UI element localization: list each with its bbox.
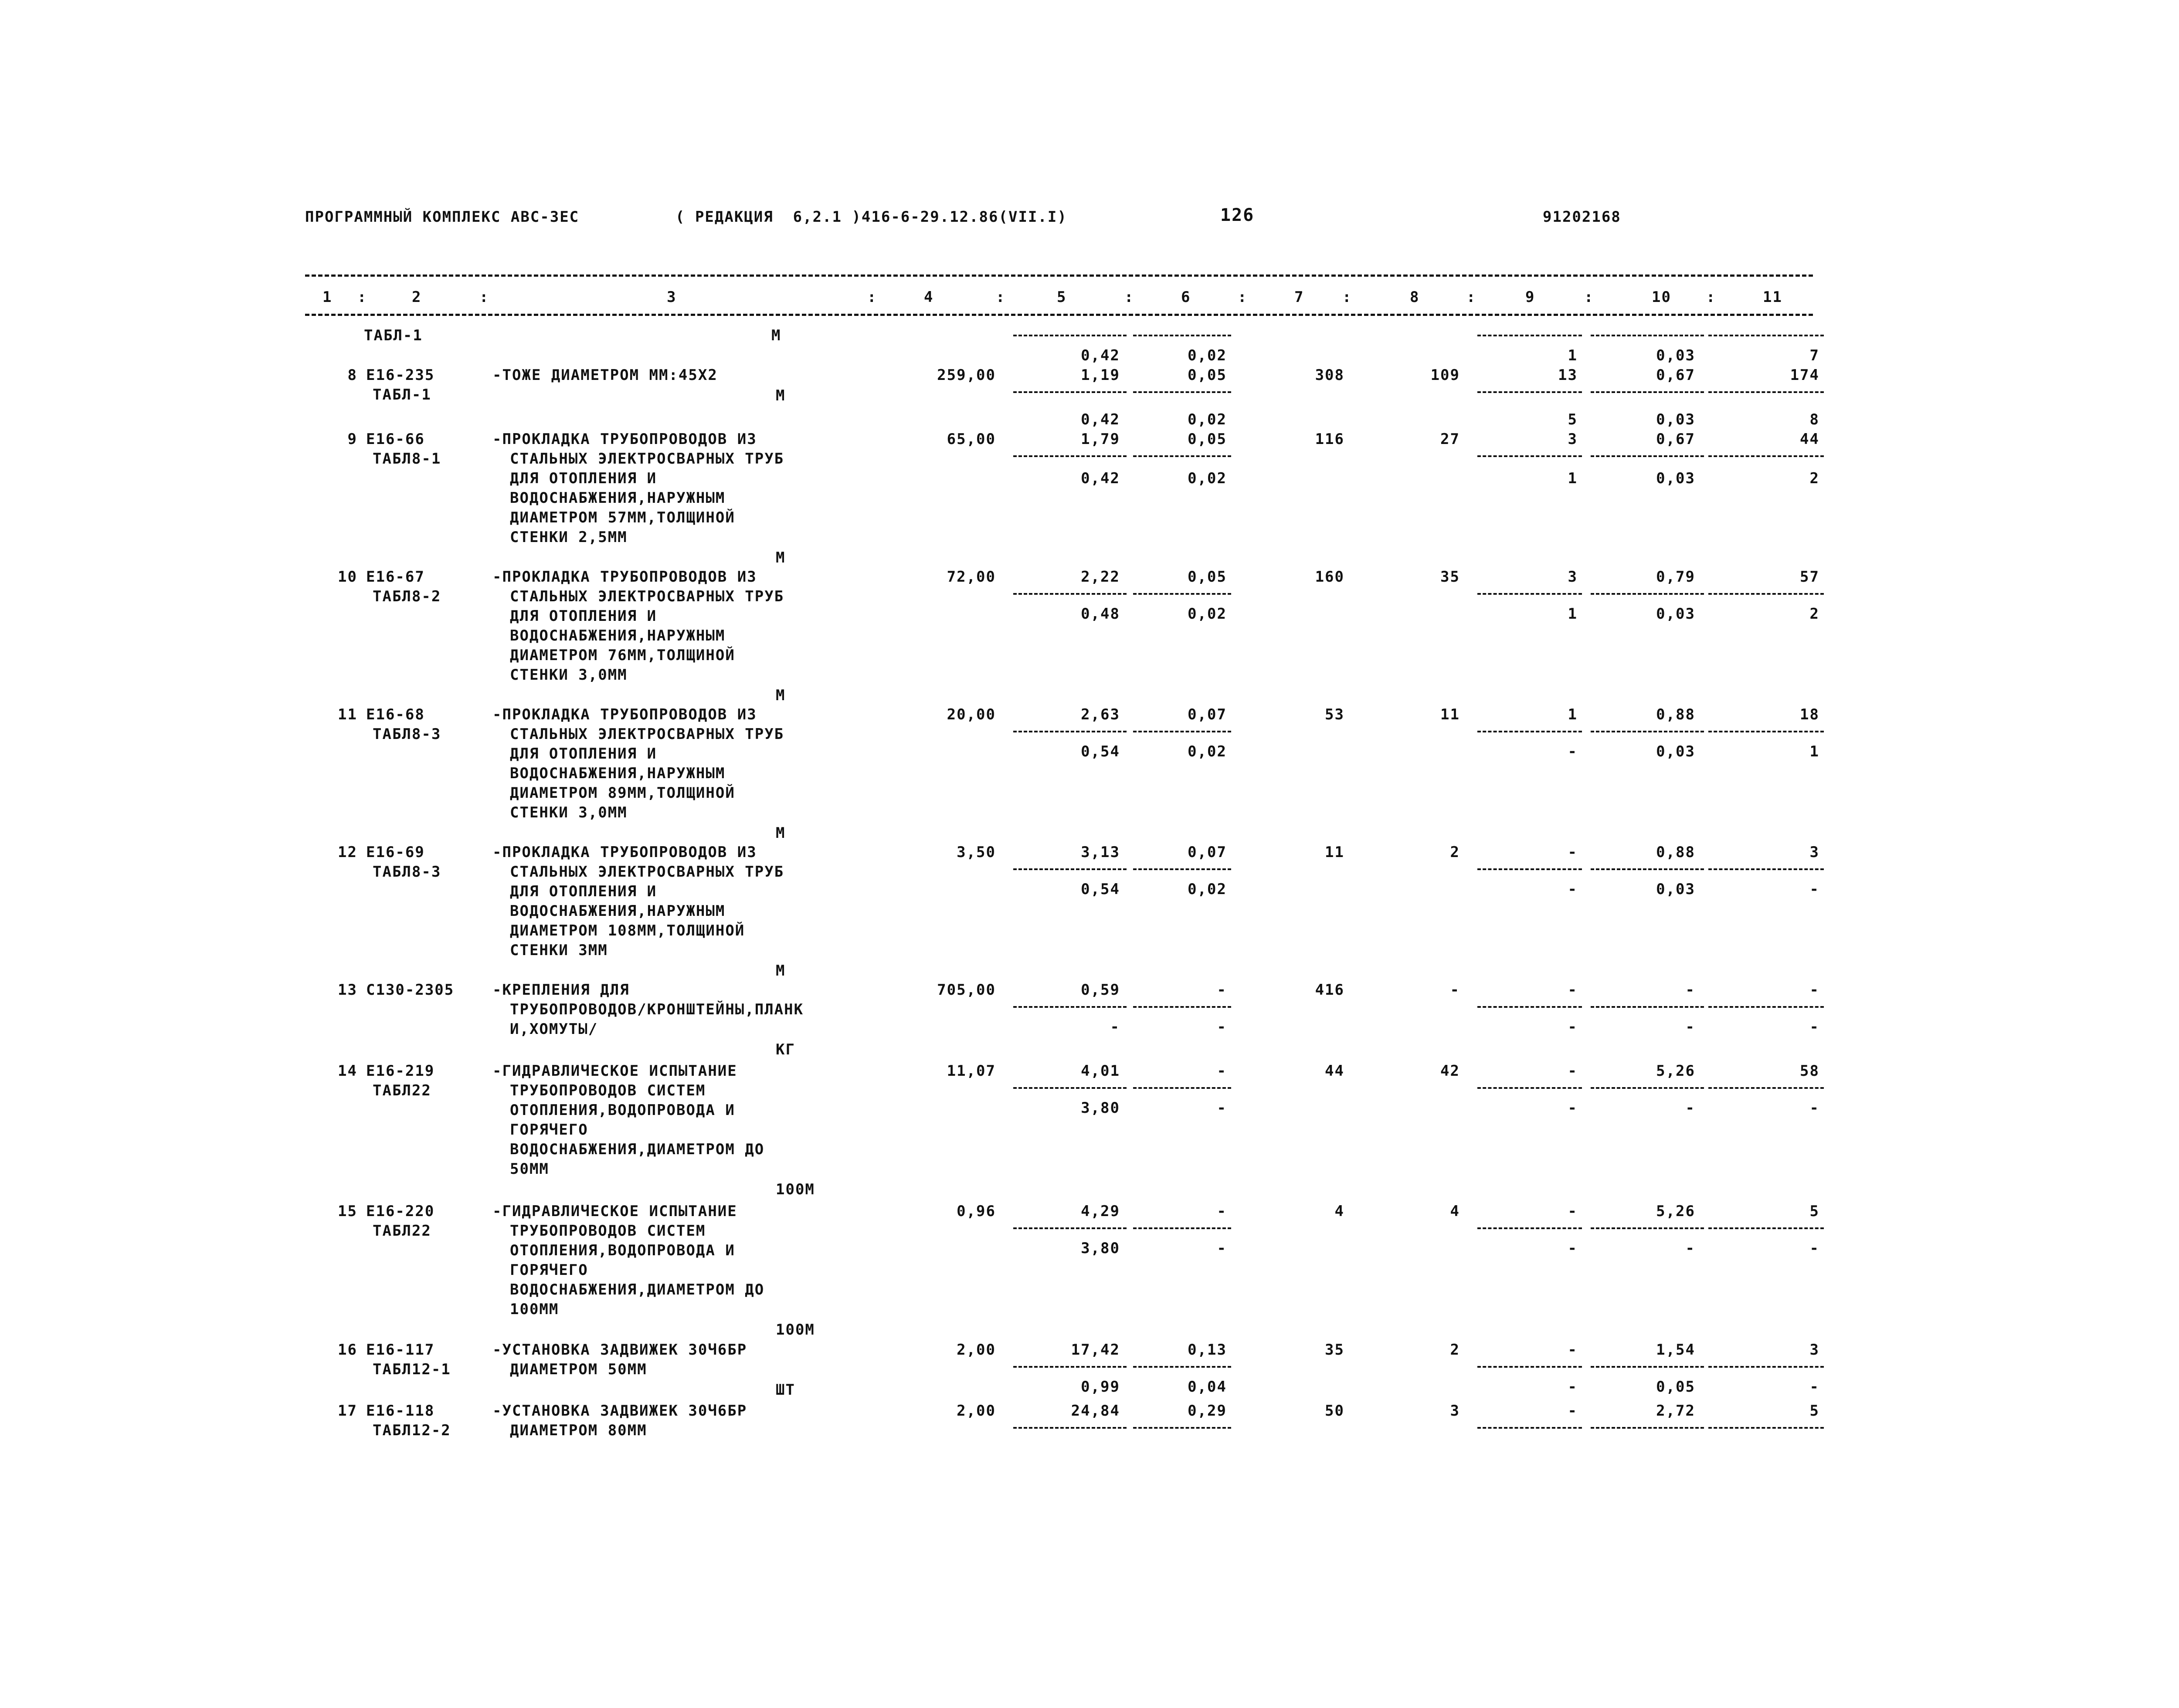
value-rule [1013,1427,1127,1429]
c11-lower-value: 2 [1809,470,1819,487]
quantity: 72,00 [947,568,996,586]
rate-table: ТАБЛ22 [373,1222,431,1240]
c11-value: 174 [1790,366,1819,384]
c6-value: 0,29 [1188,1402,1227,1420]
value-rule [1013,455,1127,457]
work-description-line: СТАЛЬНЫХ ЭЛЕКТРОСВАРНЫХ ТРУБ [510,588,784,605]
value-rule [1133,391,1231,393]
value-rule [1013,391,1127,393]
c10-upper-value: 0,03 [1656,347,1695,364]
work-description-line: -ПРОКЛАДКА ТРУБОПРОВОДОВ ИЗ [492,568,757,586]
work-description-line: И,ХОМУТЫ/ [510,1020,598,1038]
c5-lower-value: 0,42 [1081,470,1120,487]
column-separator: : [1584,288,1594,306]
quantity: 705,00 [937,981,996,999]
column-8-value: 11 [1440,706,1460,723]
c10-lower-value: 0,03 [1656,881,1695,898]
column-number-10: 10 [1652,288,1671,306]
c9-lower-value: - [1568,881,1578,898]
value-rule [1708,731,1824,732]
c6-value: 0,07 [1188,844,1227,861]
c9-lower-value: - [1568,1018,1578,1036]
row-number: 9 [347,430,357,448]
c10-value: 0,88 [1656,844,1695,861]
work-description-line: -ГИДРАВЛИЧЕСКОЕ ИСПЫТАНИЕ [492,1062,737,1080]
c6-value: - [1217,981,1227,999]
value-rule [1591,731,1704,732]
rate-table: ТАБЛ8-3 [373,725,441,743]
c6-lower-value: - [1217,1099,1227,1117]
column-number-8: 8 [1410,288,1420,306]
value-rule [1477,455,1582,457]
value-rule [1591,1366,1704,1368]
value-rule [1477,1006,1582,1008]
column-number-2: 2 [412,288,422,306]
unit-of-measure: М [776,962,786,979]
work-description-line: -ПРОКЛАДКА ТРУБОПРОВОДОВ ИЗ [492,844,757,861]
c11-value: 5 [1809,1402,1819,1420]
value-rule [1591,455,1704,457]
rate-code: Е16-117 [366,1341,435,1359]
work-description-line: ДИАМЕТРОМ 76ММ,ТОЛЩИНОЙ [510,647,735,664]
value-rule [1013,868,1127,870]
column-separator: : [1466,288,1476,306]
work-description-line: -УСТАНОВКА ЗАДВИЖЕК 30Ч6БР [492,1341,747,1359]
c5-lower-value: 0,48 [1081,605,1120,623]
unit-of-measure: М [776,549,786,566]
work-description-line: 50ММ [510,1160,549,1178]
rate-code: Е16-67 [366,568,425,586]
column-8-value: - [1450,981,1460,999]
c9-lower-value: - [1568,1240,1578,1257]
program-title: ПРОГРАММНЫЙ КОМПЛЕКС АВС-ЗЕС [305,208,580,226]
column-number-9: 9 [1525,288,1535,306]
column-7-value: 53 [1325,706,1344,723]
c11-value: 18 [1800,706,1819,723]
unit-of-measure: 100М [776,1181,815,1198]
quantity: 65,00 [947,430,996,448]
value-rule [1133,1006,1231,1008]
value-rule [1708,1427,1824,1429]
c5-value: 17,42 [1071,1341,1120,1359]
unit-of-measure: М [776,824,786,842]
value-rule [1133,1366,1231,1368]
c11-upper-value: 7 [1809,347,1819,364]
quantity: 20,00 [947,706,996,723]
work-description-line: ДИАМЕТРОМ 57ММ,ТОЛЩИНОЙ [510,509,735,526]
edition-info: ( РЕДАКЦИЯ 6,2.1 )416-6-29.12.86(VII.I) [675,208,1067,226]
work-description-line: -ПРОКЛАДКА ТРУБОПРОВОДОВ ИЗ [492,430,757,448]
column-number-1: 1 [322,288,333,306]
work-description-line: -ТОЖЕ ДИАМЕТРОМ ММ:45Х2 [492,366,718,384]
work-description-line: ВОДОСНАБЖЕНИЯ,ДИАМЕТРОМ ДО [510,1141,765,1158]
c5-lower-value: - [1110,1018,1120,1036]
column-separator: : [1342,288,1352,306]
page-number: 126 [1220,205,1255,225]
rate-table: ТАБЛ8-1 [373,450,441,468]
c9-lower-value: 1 [1568,470,1578,487]
value-rule [1133,593,1231,595]
c10-lower-value: 0,03 [1656,605,1695,623]
c11-value: 57 [1800,568,1819,586]
column-separator: : [867,288,877,306]
value-rule [1591,391,1704,393]
c10-value: 0,88 [1656,706,1695,723]
value-rule [1708,335,1824,336]
c5-lower-value: 0,54 [1081,743,1120,760]
column-7-value: 416 [1315,981,1344,999]
c9-lower-value: 1 [1568,605,1578,623]
quantity: 11,07 [947,1062,996,1080]
c6-value: 0,05 [1188,568,1227,586]
column-number-7: 7 [1294,288,1304,306]
column-7-value: 4 [1334,1203,1344,1220]
unit-of-measure: КГ [776,1041,795,1058]
row-number: 15 [338,1203,357,1220]
c5-value: 4,29 [1081,1203,1120,1220]
row-number: 8 [347,366,357,384]
c10-lower-value: - [1685,1240,1695,1257]
quantity: 2,00 [957,1341,996,1359]
work-description-line: ВОДОСНАБЖЕНИЯ,НАРУЖНЫМ [510,489,726,507]
value-rule [1477,391,1582,393]
c5-value: 1,19 [1081,366,1120,384]
c5-value: 2,63 [1081,706,1120,723]
c6-value: 0,05 [1188,430,1227,448]
rate-code: С130-2305 [366,981,455,999]
work-description-line: ОТОПЛЕНИЯ,ВОДОПРОВОДА И [510,1101,735,1119]
column-8-value: 35 [1440,568,1460,586]
c10-upper-value: 0,03 [1656,411,1695,428]
c10-value: 1,54 [1656,1341,1695,1359]
column-number-6: 6 [1181,288,1191,306]
c5-upper-value: 0,42 [1081,347,1120,364]
document-code: 91202168 [1543,208,1621,226]
c5-lower-value: 0,54 [1081,881,1120,898]
row-number: 11 [338,706,357,723]
c5-upper-value: 0,42 [1081,411,1120,428]
c5-value: 2,22 [1081,568,1120,586]
value-rule [1133,731,1231,732]
c5-lower-value: 0,99 [1081,1378,1120,1396]
value-rule [1133,455,1231,457]
value-rule [1477,1427,1582,1429]
header-rule-top [305,274,1813,277]
row-number: 13 [338,981,357,999]
c5-value: 3,13 [1081,844,1120,861]
c6-value: 0,07 [1188,706,1227,723]
column-number-4: 4 [924,288,934,306]
work-description-line: ВОДОСНАБЖЕНИЯ,НАРУЖНЫМ [510,902,726,920]
value-rule [1477,1366,1582,1368]
work-description-line: СТЕНКИ 3ММ [510,942,608,959]
value-rule [1013,1006,1127,1008]
column-8-value: 4 [1450,1203,1460,1220]
c6-lower-value: 0,02 [1188,470,1227,487]
work-description-line: СТАЛЬНЫХ ЭЛЕКТРОСВАРНЫХ ТРУБ [510,725,784,743]
c11-value: 3 [1809,1341,1819,1359]
column-separator: : [357,288,367,306]
c10-lower-value: 0,05 [1656,1378,1695,1396]
c11-lower-value: 1 [1809,743,1819,760]
c11-lower-value: - [1809,881,1819,898]
work-description-line: СТЕНКИ 3,0ММ [510,666,628,684]
work-description-line: ВОДОСНАБЖЕНИЯ,ДИАМЕТРОМ ДО [510,1281,765,1298]
value-rule [1708,593,1824,595]
column-number-3: 3 [667,288,677,306]
c11-value: 44 [1800,430,1819,448]
column-8-value: 2 [1450,1341,1460,1359]
rate-code: Е16-235 [366,366,435,384]
unit-of-measure: ШТ [776,1381,795,1399]
c11-upper-value: 8 [1809,411,1819,428]
c9-value: - [1568,1341,1578,1359]
c5-lower-value: 3,80 [1081,1099,1120,1117]
value-rule [1013,1366,1127,1368]
c10-value: 0,79 [1656,568,1695,586]
work-description-line: -КРЕПЛЕНИЯ ДЛЯ [492,981,630,999]
work-description-line: ГОРЯЧЕГО [510,1261,588,1279]
column-separator: : [1706,288,1716,306]
rate-table: ТАБЛ8-3 [373,863,441,881]
row-number: 10 [338,568,357,586]
column-8-value: 42 [1440,1062,1460,1080]
row-number: 12 [338,844,357,861]
carry-over-unit: М [771,327,781,344]
work-description-line: ДЛЯ ОТОПЛЕНИЯ И [510,883,657,900]
c11-lower-value: - [1809,1240,1819,1257]
c9-value: - [1568,1203,1578,1220]
value-rule [1013,1227,1127,1229]
column-7-value: 35 [1325,1341,1344,1359]
value-rule [1133,1427,1231,1429]
work-description-line: ВОДОСНАБЖЕНИЯ,НАРУЖНЫМ [510,627,726,644]
c5-value: 4,01 [1081,1062,1120,1080]
rate-code: Е16-68 [366,706,425,723]
row-number: 17 [338,1402,357,1420]
value-rule [1591,1087,1704,1089]
value-rule [1591,593,1704,595]
work-description-line: ДИАМЕТРОМ 50ММ [510,1361,647,1378]
c10-lower-value: 0,03 [1656,470,1695,487]
value-rule [1708,1366,1824,1368]
c6-lower-value: 0,02 [1188,881,1227,898]
column-separator: : [1124,288,1134,306]
c10-lower-value: - [1685,1018,1695,1036]
c11-value: 3 [1809,844,1819,861]
column-7-value: 116 [1315,430,1344,448]
unit-of-measure: М [776,687,786,704]
column-number-5: 5 [1057,288,1067,306]
c5-value: 1,79 [1081,430,1120,448]
rate-table: ТАБЛ22 [373,1082,431,1099]
value-rule [1013,335,1127,336]
c9-upper-value: 5 [1568,411,1578,428]
rate-code: Е16-118 [366,1402,435,1420]
unit-of-measure: М [776,387,786,404]
work-description-line: ДЛЯ ОТОПЛЕНИЯ И [510,470,657,487]
c6-lower-value: 0,02 [1188,605,1227,623]
row-number: 16 [338,1341,357,1359]
c10-value: 0,67 [1656,366,1695,384]
c9-value: - [1568,981,1578,999]
c6-lower-value: 0,04 [1188,1378,1227,1396]
work-description-line: 100ММ [510,1301,559,1318]
work-description-line: ВОДОСНАБЖЕНИЯ,НАРУЖНЫМ [510,765,726,782]
work-description-line: ГОРЯЧЕГО [510,1121,588,1139]
c9-value: - [1568,844,1578,861]
c9-value: 1 [1568,706,1578,723]
c5-value: 0,59 [1081,981,1120,999]
column-8-value: 2 [1450,844,1460,861]
column-7-value: 50 [1325,1402,1344,1420]
value-rule [1591,335,1704,336]
c10-value: 0,67 [1656,430,1695,448]
c10-lower-value: - [1685,1099,1695,1117]
c5-value: 24,84 [1071,1402,1120,1420]
value-rule [1477,335,1582,336]
c11-lower-value: - [1809,1378,1819,1396]
work-description-line: ДИАМЕТРОМ 89ММ,ТОЛЩИНОЙ [510,784,735,802]
work-description-line: -ПРОКЛАДКА ТРУБОПРОВОДОВ ИЗ [492,706,757,723]
work-description-line: ДИАМЕТРОМ 108ММ,ТОЛЩИНОЙ [510,922,745,939]
c9-lower-value: - [1568,1378,1578,1396]
c6-value: - [1217,1062,1227,1080]
rate-code: Е16-219 [366,1062,435,1080]
column-8-value: 3 [1450,1402,1460,1420]
value-rule [1708,1227,1824,1229]
work-description-line: ДЛЯ ОТОПЛЕНИЯ И [510,745,657,762]
rate-code: Е16-66 [366,430,425,448]
column-separator: : [479,288,489,306]
c10-value: 2,72 [1656,1402,1695,1420]
c11-value: 58 [1800,1062,1819,1080]
value-rule [1591,868,1704,870]
c10-value: 5,26 [1656,1203,1695,1220]
unit-of-measure: 100М [776,1321,815,1339]
value-rule [1708,1087,1824,1089]
c9-value: 3 [1568,430,1578,448]
c6-value: 0,13 [1188,1341,1227,1359]
c6-upper-value: 0,02 [1188,411,1227,428]
work-description-line: ТРУБОПРОВОДОВ СИСТЕМ [510,1082,706,1099]
rate-code: Е16-220 [366,1203,435,1220]
c11-lower-value: 2 [1809,605,1819,623]
c6-lower-value: - [1217,1240,1227,1257]
column-7-value: 11 [1325,844,1344,861]
quantity: 259,00 [937,366,996,384]
work-description-line: ДИАМЕТРОМ 80ММ [510,1422,647,1439]
value-rule [1708,455,1824,457]
c11-lower-value: - [1809,1018,1819,1036]
rate-table: ТАБЛ8-2 [373,588,441,605]
carry-over-table-ref: ТАБЛ-1 [364,327,423,344]
column-8-value: 27 [1440,430,1460,448]
value-rule [1591,1427,1704,1429]
c6-lower-value: 0,02 [1188,743,1227,760]
value-rule [1133,868,1231,870]
rate-table: ТАБЛ12-2 [373,1422,451,1439]
c10-value: 5,26 [1656,1062,1695,1080]
value-rule [1133,1087,1231,1089]
c9-value: - [1568,1402,1578,1420]
value-rule [1708,868,1824,870]
c6-value: - [1217,1203,1227,1220]
value-rule [1477,1087,1582,1089]
value-rule [1591,1227,1704,1229]
rate-table: ТАБЛ-1 [373,386,431,403]
column-7-value: 308 [1315,366,1344,384]
quantity: 2,00 [957,1402,996,1420]
column-separator: : [1238,288,1248,306]
c9-value: 3 [1568,568,1578,586]
c9-value: 13 [1558,366,1578,384]
c9-lower-value: - [1568,743,1578,760]
c9-lower-value: - [1568,1099,1578,1117]
value-rule [1013,731,1127,732]
value-rule [1013,1087,1127,1089]
column-7-value: 160 [1315,568,1344,586]
c9-value: - [1568,1062,1578,1080]
value-rule [1477,868,1582,870]
work-description-line: ОТОПЛЕНИЯ,ВОДОПРОВОДА И [510,1242,735,1259]
work-description-line: ТРУБОПРОВОДОВ СИСТЕМ [510,1222,706,1240]
work-description-line: -ГИДРАВЛИЧЕСКОЕ ИСПЫТАНИЕ [492,1203,737,1220]
value-rule [1013,593,1127,595]
header-rule-bottom [305,314,1813,316]
column-separator: : [996,288,1006,306]
c10-lower-value: 0,03 [1656,743,1695,760]
c10-value: - [1685,981,1695,999]
c11-value: - [1809,981,1819,999]
work-description-line: СТЕНКИ 3,0ММ [510,804,628,821]
value-rule [1133,1227,1231,1229]
value-rule [1708,391,1824,393]
value-rule [1477,593,1582,595]
value-rule [1477,731,1582,732]
value-rule [1133,335,1231,336]
column-8-value: 109 [1430,366,1460,384]
c6-lower-value: - [1217,1018,1227,1036]
rate-code: Е16-69 [366,844,425,861]
value-rule [1708,1006,1824,1008]
quantity: 0,96 [957,1203,996,1220]
value-rule [1591,1006,1704,1008]
column-7-value: 44 [1325,1062,1344,1080]
quantity: 3,50 [957,844,996,861]
work-description-line: СТАЛЬНЫХ ЭЛЕКТРОСВАРНЫХ ТРУБ [510,450,784,468]
c11-lower-value: - [1809,1099,1819,1117]
c5-lower-value: 3,80 [1081,1240,1120,1257]
row-number: 14 [338,1062,357,1080]
value-rule [1477,1227,1582,1229]
work-description-line: -УСТАНОВКА ЗАДВИЖЕК 30Ч6БР [492,1402,747,1420]
work-description-line: СТАЛЬНЫХ ЭЛЕКТРОСВАРНЫХ ТРУБ [510,863,784,881]
work-description-line: ДЛЯ ОТОПЛЕНИЯ И [510,607,657,625]
work-description-line: СТЕНКИ 2,5ММ [510,529,628,546]
column-number-11: 11 [1763,288,1782,306]
c9-upper-value: 1 [1568,347,1578,364]
c6-upper-value: 0,02 [1188,347,1227,364]
rate-table: ТАБЛ12-1 [373,1361,451,1378]
work-description-line: ТРУБОПРОВОДОВ/КРОНШТЕЙНЫ,ПЛАНК [510,1001,804,1018]
c11-value: 5 [1809,1203,1819,1220]
c6-value: 0,05 [1188,366,1227,384]
